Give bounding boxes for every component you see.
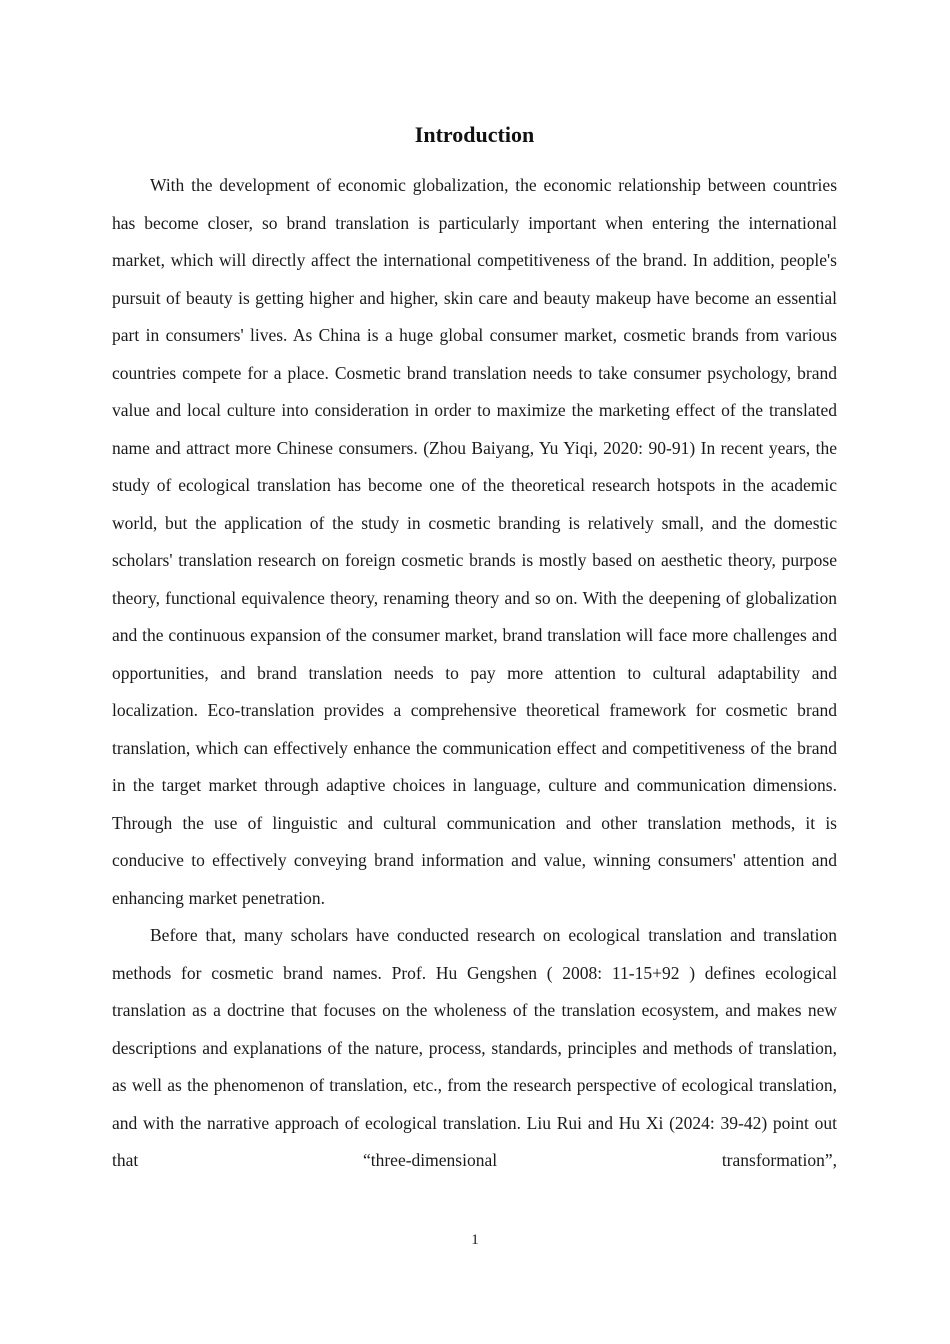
paragraph-2: Before that, many scholars have conducted research on ecological translation and translation methods for cosmetic brand names. Prof. Hu Gengshen ( 2008: 11-15+92 ) defines ecological translation as a doctrine that focuses on the wholeness of the translation ecosystem, and makes new descriptions and explanations of the nature, process, standards, principles and methods of translation, as well as the phenomenon of translation, etc., from the research perspective of ecological translation, and with the narrative approach of ecological translation. Liu Rui and Hu Xi (2024: 39-42) point out that “three-dimensional transformation”, xyxy=(112,925,837,1170)
paragraph-1: With the development of economic globalization, the economic relationship between countries has become closer, so brand translation is particularly important when entering the international market, which will directly affect the international competitiveness of the brand. In addition, people's pursuit of beauty is getting higher and higher, skin care and beauty makeup have become an essential part in consumers' lives. As China is a huge global consumer market, cosmetic brands from various countries compete for a place. Cosmetic brand translation needs to take consumer psychology, brand value and local culture into consideration in order to maximize the marketing effect of the translated name and attract more Chinese consumers. (Zhou Baiyang, Yu Yiqi, 2020: 90-91) In recent years, the study of ecological translation has become one of the theoretical research hotspots in the academic world, but the application of the study in cosmetic branding is relatively small, and the domestic scholars' translation research on foreign cosmetic brands is mostly based on aesthetic theory, purpose theory, functional equivalence theory, renaming theory and so on. With the deepening of globalization and the continuous expansion of the consumer market, brand translation will face more challenges and opportunities, and brand translation needs to pay more attention to cultural adaptability and localization. Eco-translation provides a comprehensive theoretical framework for cosmetic brand translation, which can effectively enhance the communication effect and competitiveness of the brand in the target market through adaptive choices in language, culture and communication dimensions. Through the use of linguistic and cultural communication and other translation methods, it is conducive to effectively conveying brand information and value, winning consumers' attention and enhancing market penetration. xyxy=(112,175,837,908)
page-number: 1 xyxy=(471,1232,479,1248)
document-body xyxy=(112,167,837,1180)
page-title: Introduction xyxy=(414,122,535,147)
